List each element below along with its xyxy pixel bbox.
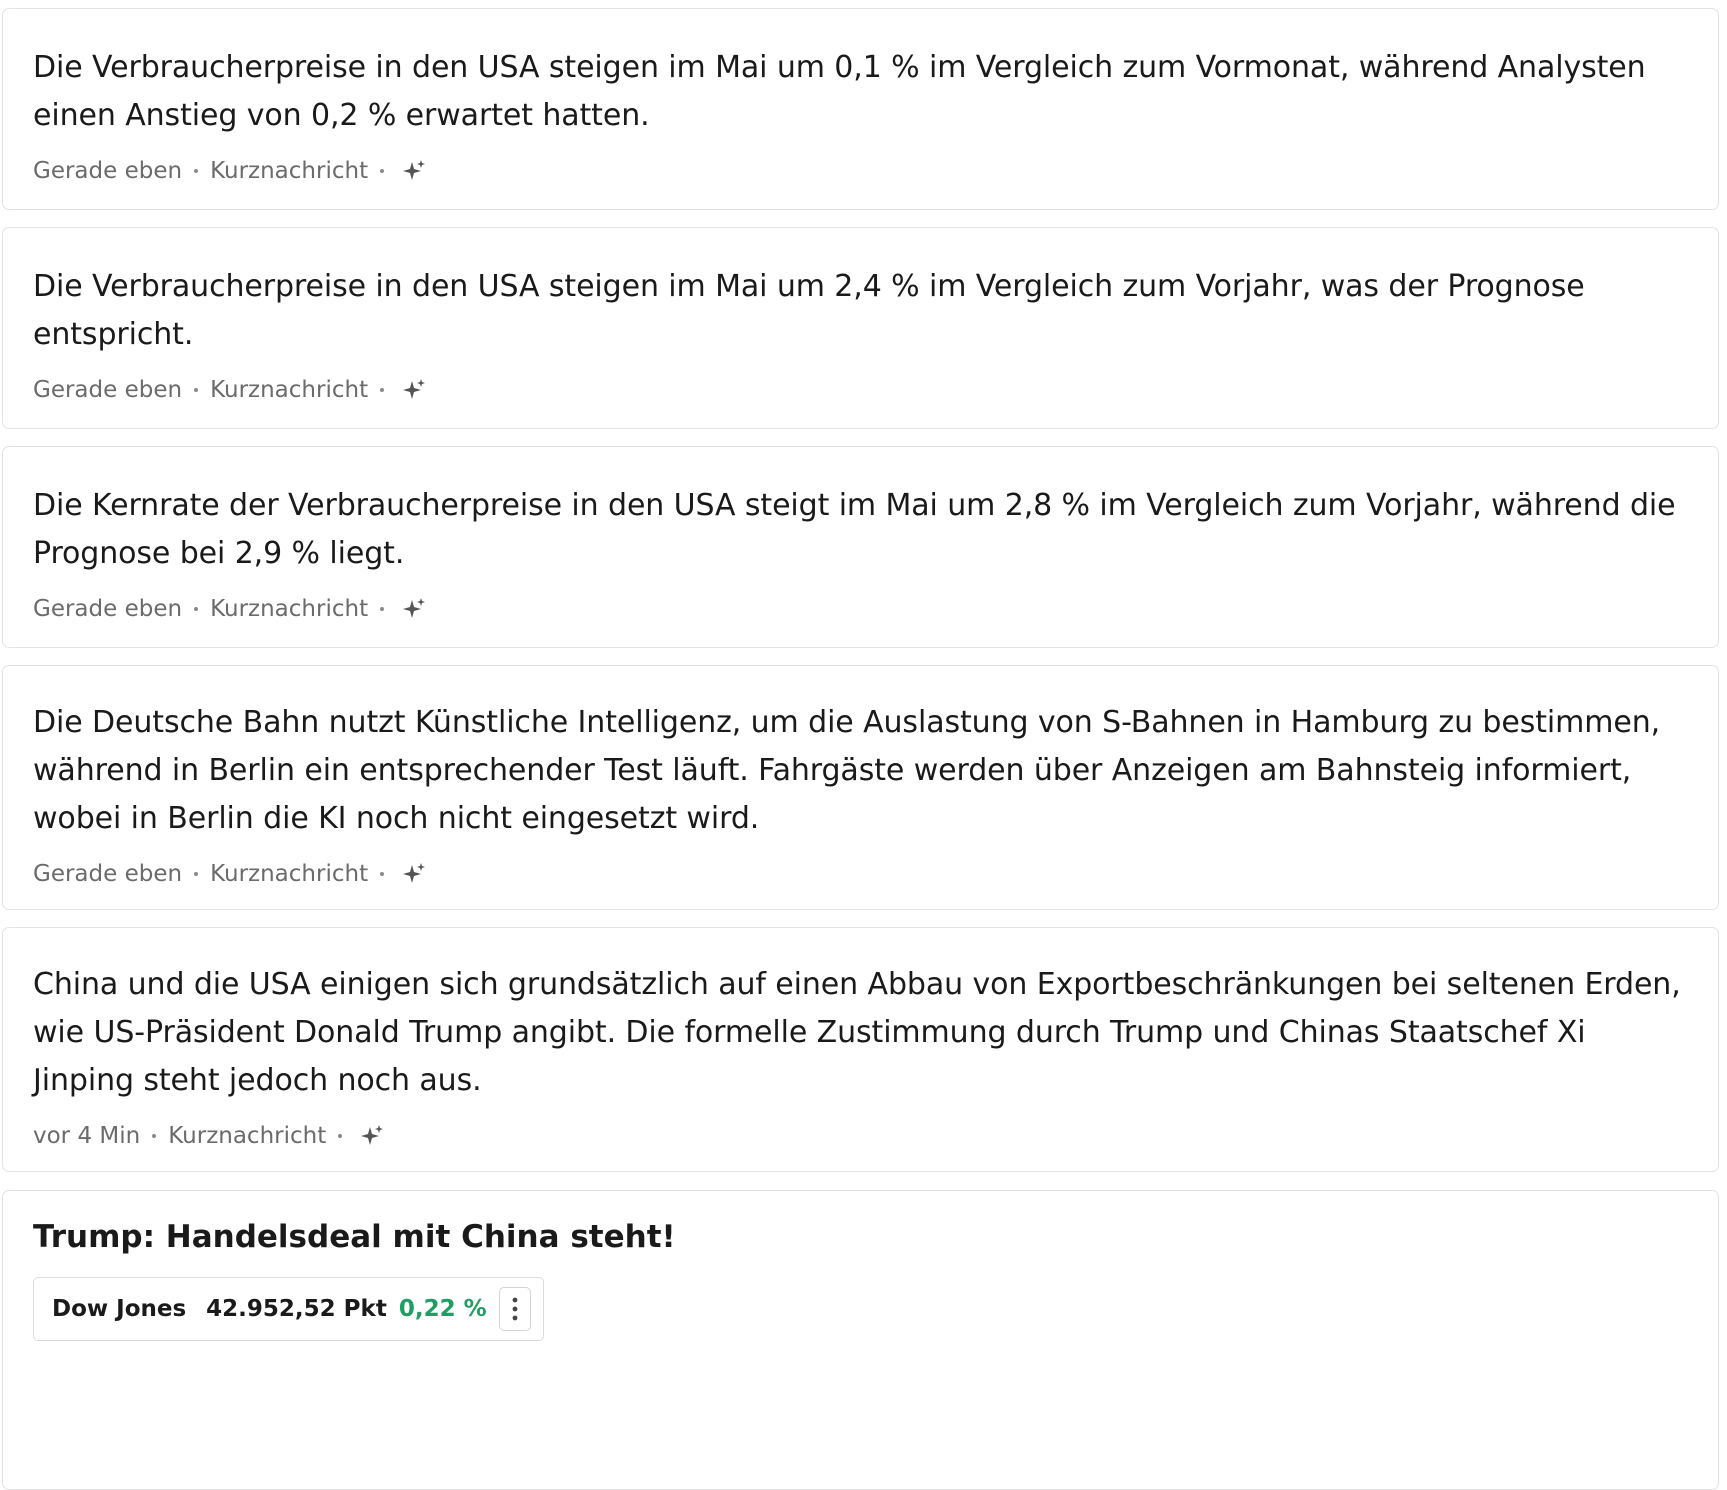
ticker-change: 0,22 %: [398, 1296, 487, 1322]
news-meta: [33, 1122, 1688, 1150]
news-meta: [33, 595, 1688, 623]
meta-separator: [380, 169, 384, 173]
vertical-dots-icon[interactable]: [499, 1287, 531, 1331]
news-meta: [33, 376, 1688, 404]
sparkle-icon[interactable]: [358, 1122, 386, 1150]
index-ticker[interactable]: [33, 1277, 544, 1341]
ticker-name: Dow Jones: [52, 1296, 187, 1322]
article-card[interactable]: [2, 1190, 1719, 1490]
news-category: Kurznachricht: [210, 158, 369, 184]
news-card[interactable]: [2, 227, 1719, 429]
news-time: Gerade eben: [33, 596, 183, 622]
news-meta: [33, 157, 1688, 185]
news-card[interactable]: [2, 446, 1719, 648]
ticker-price: 42.952,52 Pkt: [206, 1296, 387, 1322]
sparkle-icon[interactable]: [400, 376, 428, 404]
news-category: Kurznachricht: [210, 596, 369, 622]
news-card[interactable]: [2, 665, 1719, 910]
news-time: Gerade eben: [33, 861, 183, 887]
news-text: China und die USA einigen sich grundsätzlich auf einen Abbau von Exportbeschränkungen bei seltenen Erden, wie US-Präsident Donald Trump angibt. Die formelle Zustimmung durch Trump und Chinas Staatschef Xi Jinping steht jedoch noch aus.: [33, 967, 1681, 1098]
meta-separator: [194, 872, 198, 876]
news-category: Kurznachricht: [210, 861, 369, 887]
sparkle-icon[interactable]: [400, 157, 428, 185]
article-headline[interactable]: Trump: Handelsdeal mit China steht!: [33, 1219, 676, 1255]
meta-separator: [152, 1134, 156, 1138]
news-category: Kurznachricht: [168, 1123, 327, 1149]
news-time: Gerade eben: [33, 377, 183, 403]
meta-separator: [380, 388, 384, 392]
sparkle-icon[interactable]: [400, 860, 428, 888]
sparkle-icon[interactable]: [400, 595, 428, 623]
news-text: Die Kernrate der Verbraucherpreise in den USA steigt im Mai um 2,8 % im Vergleich zum Vorjahr, während die Prognose bei 2,9 % liegt.: [33, 488, 1676, 571]
meta-separator: [380, 607, 384, 611]
news-text: Die Deutsche Bahn nutzt Künstliche Intelligenz, um die Auslastung von S-Bahnen in Hamburg zu bestimmen, während in Berlin ein entsprechender Test läuft. Fahrgäste werden über Anzeigen am Bahnsteig informiert, wobei in Berlin die KI noch nicht eingesetzt wird.: [33, 705, 1661, 836]
news-time: Gerade eben: [33, 158, 183, 184]
meta-separator: [194, 169, 198, 173]
news-category: Kurznachricht: [210, 377, 369, 403]
news-meta: [33, 860, 1688, 888]
meta-separator: [194, 388, 198, 392]
meta-separator: [194, 607, 198, 611]
news-text: Die Verbraucherpreise in den USA steigen im Mai um 0,1 % im Vergleich zum Vormonat, während Analysten einen Anstieg von 0,2 % erwartet hatten.: [33, 50, 1646, 133]
meta-separator: [338, 1134, 342, 1138]
news-card[interactable]: [2, 8, 1719, 210]
news-card[interactable]: [2, 927, 1719, 1172]
news-time: vor 4 Min: [33, 1123, 141, 1149]
news-text: Die Verbraucherpreise in den USA steigen im Mai um 2,4 % im Vergleich zum Vorjahr, was der Prognose entspricht.: [33, 269, 1585, 352]
meta-separator: [380, 872, 384, 876]
